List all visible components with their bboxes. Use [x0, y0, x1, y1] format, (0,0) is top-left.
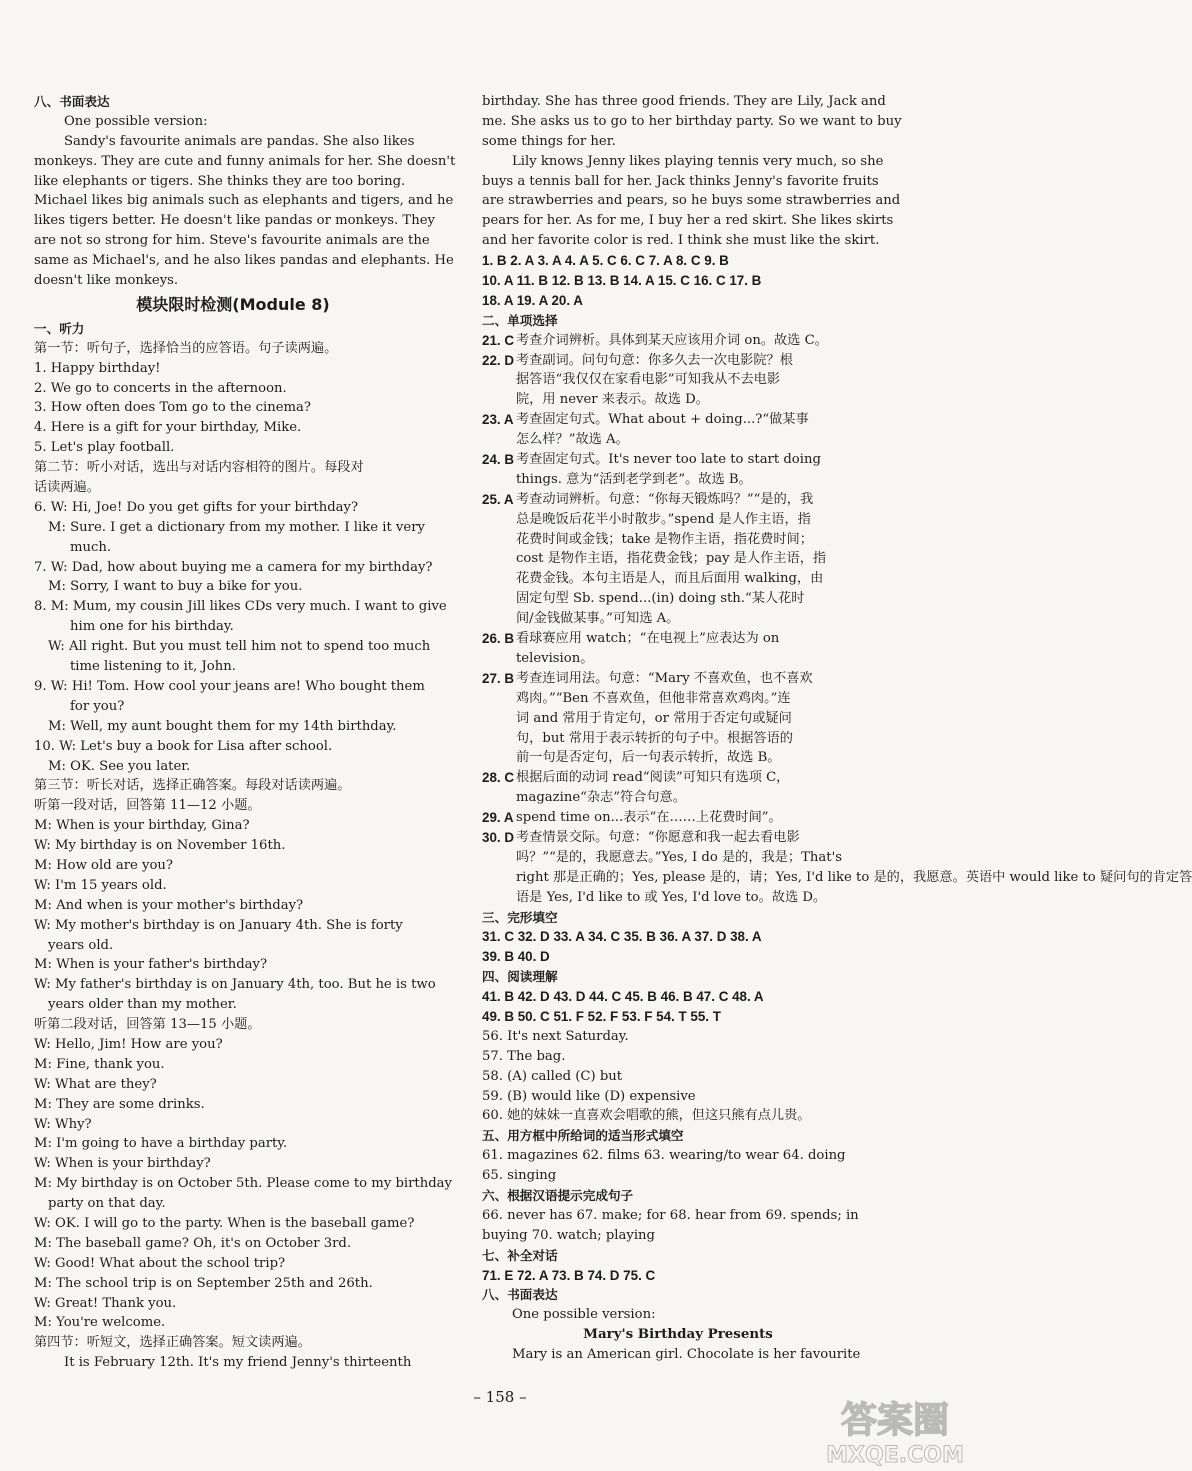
- watermark-url-text: MXQE.COM: [826, 1443, 964, 1468]
- explanation-text: 间/金钱做某事。”可知选 A。: [516, 611, 680, 627]
- explanation-text: 考查介词辨析。具体到某天应该用介词 on。故选 C。: [516, 332, 828, 348]
- explanation-line: [482, 430, 874, 450]
- text-line: same as Michael's, and he also likes pandas and elephants. He: [34, 253, 454, 269]
- question-answer: [482, 390, 516, 410]
- text-line: M: They are some drinks.: [34, 1096, 205, 1112]
- text-line: Michael likes big animals such as elephants and tigers, and he: [34, 193, 454, 209]
- section-heading: 二、单项选择: [482, 312, 558, 328]
- text-line: 61. magazines 62. films 63. wearing/to wear 64. doing: [482, 1148, 846, 1164]
- answer-block-b: [482, 908, 874, 1365]
- section-heading: 一、听力: [34, 320, 85, 336]
- text-line: 71. E 72. A 73. B 74. D 75. C: [482, 1267, 656, 1283]
- explanation-text: spend time on...表示“在……上花费时间”。: [516, 810, 782, 826]
- text-line: 59. (B) would like (D) expensive: [482, 1088, 696, 1104]
- question-answer: [482, 649, 516, 669]
- explanation-line: [482, 768, 874, 788]
- question-answer: [482, 510, 516, 530]
- text-line: are not so strong for him. Steve's favourite animals are the: [34, 233, 430, 249]
- section-heading: 七、补全对话: [482, 1247, 558, 1263]
- text-line: 4. Here is a gift for your birthday, Mike.: [34, 420, 302, 436]
- text-line: doesn't like monkeys.: [34, 273, 179, 289]
- text-line: M: Sorry, I want to buy a bike for you.: [48, 579, 303, 595]
- text-line: time listening to it, John.: [70, 659, 236, 675]
- text-line: Mary's Birthday Presents: [583, 1326, 773, 1343]
- text-line: M: You're welcome.: [34, 1315, 166, 1331]
- explanation-line: [482, 470, 874, 490]
- text-line: It is February 12th. It's my friend Jenny's thirteenth: [64, 1355, 412, 1371]
- explanation-line: [482, 828, 874, 848]
- text-line: 听第一段对话，回答第 11—12 小题。: [34, 798, 261, 814]
- explanation-line: [482, 629, 874, 649]
- explanation-text: 句，but 常用于表示转折的句子中。根据答语的: [516, 730, 793, 746]
- text-line: 56. It's next Saturday.: [482, 1028, 629, 1044]
- text-line: like elephants or tigers. She thinks they are too boring.: [34, 173, 406, 189]
- text-line: 41. B 42. D 43. D 44. C 45. B 46. B 47. C 48. A: [482, 989, 764, 1005]
- text-line: M: I'm going to have a birthday party.: [34, 1136, 288, 1152]
- explanation-line: [482, 729, 874, 749]
- explanation-line: [482, 669, 874, 689]
- text-line: buys a tennis ball for her. Jack thinks Jenny's favorite fruits: [482, 173, 879, 189]
- text-line: much.: [70, 539, 112, 555]
- text-line: M: And when is your mother's birthday?: [34, 897, 304, 913]
- section-heading: 四、阅读理解: [482, 969, 558, 985]
- single-choice-explanations: [482, 331, 1192, 908]
- text-line: 57. The bag.: [482, 1048, 566, 1064]
- explanation-line: [482, 748, 874, 768]
- text-line: One possible version:: [64, 113, 208, 129]
- question-answer: 29. A: [482, 810, 514, 826]
- explanation-text: 语是 Yes, I'd like to 或 Yes, I'd love to。故选 D。: [516, 889, 827, 905]
- text-line: 58. (A) called (C) but: [482, 1068, 623, 1084]
- text-line: 8. M: Mum, my cousin Jill likes CDs very much. I want to give: [34, 599, 447, 615]
- text-line: 18. A 19. A 20. A: [482, 292, 583, 308]
- question-answer: [482, 709, 516, 729]
- explanation-text: 鸡肉。”“Ben 不喜欢鱼，但他非常喜欢鸡肉。”连: [516, 690, 791, 706]
- text-line: W: My mother's birthday is on January 4th. She is forty: [34, 917, 403, 933]
- explanation-text: 怎么样？”故选 A。: [516, 432, 629, 448]
- section-heading: 三、完形填空: [482, 909, 558, 925]
- text-line: 10. A 11. B 12. B 13. B 14. A 15. C 16. C 17. B: [482, 273, 762, 289]
- text-line: W: Great! Thank you.: [34, 1295, 177, 1311]
- explanation-line: [482, 530, 874, 550]
- text-line: pears for her. As for me, I buy her a red skirt. She likes skirts: [482, 213, 894, 229]
- question-answer: [482, 848, 516, 868]
- text-line: me. She asks us to go to her birthday party. So we want to buy: [482, 113, 902, 129]
- watermark-logo: [800, 1392, 990, 1468]
- question-answer: [482, 888, 516, 908]
- question-answer: 23. A: [482, 412, 514, 428]
- question-answer: [482, 370, 516, 390]
- explanation-line: [482, 510, 874, 530]
- explanation-text: 花费金钱。本句主语是人，而且后面用 walking，由: [516, 571, 824, 587]
- explanation-line: [482, 609, 874, 629]
- text-line: 10. W: Let's buy a book for Lisa after school.: [34, 738, 333, 754]
- explanation-text: 花费时间或金钱；take 是物作主语，指花费时间；: [516, 531, 813, 547]
- explanation-line: [482, 868, 1192, 888]
- text-line: Lily knows Jenny likes playing tennis very much, so she: [512, 153, 884, 169]
- text-line: 第一节：听句子，选择恰当的应答语。句子读两遍。: [34, 340, 338, 356]
- question-answer: 28. C: [482, 770, 515, 786]
- explanation-line: [482, 450, 874, 470]
- explanation-text: 前一句是否定句，后一句表示转折，故选 B。: [516, 750, 781, 766]
- text-line: W: When is your birthday?: [34, 1156, 211, 1172]
- text-line: 2. We go to concerts in the afternoon.: [34, 380, 287, 396]
- text-line: him one for his birthday.: [70, 619, 234, 635]
- explanation-line: [482, 370, 874, 390]
- explanation-text: 词 and 常用于肯定句，or 常用于否定句或疑问: [516, 710, 792, 726]
- section-heading: 八、书面表达: [34, 94, 110, 109]
- answer-block-a: [482, 92, 902, 331]
- question-answer: [482, 569, 516, 589]
- question-answer: [482, 549, 516, 569]
- question-answer: [482, 689, 516, 709]
- question-answer: 22. D: [482, 352, 515, 368]
- explanation-line: [482, 709, 874, 729]
- text-line: party on that day.: [48, 1196, 166, 1212]
- text-line: M: Well, my aunt bought them for my 14th birthday.: [48, 718, 397, 734]
- question-answer: [482, 788, 516, 808]
- text-line: W: All right. But you must tell him not to spend too much: [48, 639, 431, 655]
- text-line: for you?: [70, 698, 125, 714]
- text-line: M: The baseball game? Oh, it's on October 3rd.: [34, 1235, 352, 1251]
- explanation-text: things. 意为“活到老学到老”。故选 B。: [516, 471, 752, 487]
- explanation-text: 根据后面的动词 read“阅读”可知只有选项 C，: [516, 770, 790, 786]
- text-line: 65. singing: [482, 1168, 557, 1184]
- section-heading: 六、根据汉语提示完成句子: [482, 1187, 634, 1203]
- text-line: W: Hello, Jim! How are you?: [34, 1036, 223, 1052]
- text-line: M: My birthday is on October 5th. Please come to my birthday: [34, 1176, 452, 1192]
- text-line: 第四节：听短文，选择正确答案。短文读两遍。: [34, 1335, 311, 1351]
- explanation-line: [482, 689, 874, 709]
- explanation-text: 考查固定句式。What about + doing...?“做某事: [516, 412, 809, 428]
- text-line: 3. How often does Tom go to the cinema?: [34, 400, 311, 416]
- text-line: are strawberries and pears, so he buys some strawberries and: [482, 193, 901, 209]
- module-title: 模块限时检测(Module 8): [136, 294, 330, 314]
- text-line: 6. W: Hi, Joe! Do you get gifts for your birthday?: [34, 499, 359, 515]
- text-line: W: Good! What about the school trip?: [34, 1255, 286, 1271]
- text-line: Sandy's favourite animals are pandas. She also likes: [64, 133, 415, 149]
- question-answer: 27. B: [482, 670, 515, 686]
- left-column: [34, 92, 456, 1373]
- explanation-text: 考查连词用法。句意：“Mary 不喜欢鱼，也不喜欢: [516, 670, 813, 686]
- explanation-text: 考查动词辨析。句意：“你每天锻炼吗？”“是的，我: [516, 491, 814, 507]
- text-line: 第三节：听长对话，选择正确答案。每段对话读两遍。: [34, 778, 351, 794]
- question-answer: [482, 748, 516, 768]
- question-answer: 24. B: [482, 452, 515, 468]
- explanation-text: cost 是物作主语，指花费金钱；pay 是人作主语，指: [516, 551, 827, 567]
- explanation-text: magazine“杂志”符合句意。: [516, 790, 686, 806]
- text-line: M: Sure. I get a dictionary from my mother. I like it very: [48, 519, 425, 535]
- text-line: 话读两遍。: [34, 480, 100, 496]
- explanation-text: 院，用 never 来表示。故选 D。: [516, 392, 709, 408]
- explanation-line: [482, 589, 874, 609]
- page-number: – 158 –: [473, 1388, 527, 1406]
- question-answer: 25. A: [482, 491, 514, 507]
- explanation-line: [482, 390, 874, 410]
- section-heading: 八、书面表达: [482, 1287, 558, 1303]
- explanation-text: 考查固定句式。It's never too late to start doing: [516, 452, 821, 468]
- question-answer: [482, 729, 516, 749]
- question-answer: [482, 589, 516, 609]
- explanation-line: [482, 410, 874, 430]
- question-answer: [482, 430, 516, 450]
- explanation-line: [482, 888, 874, 908]
- text-line: 7. W: Dad, how about buying me a camera for my birthday?: [34, 559, 433, 575]
- text-line: and her favorite color is red. I think she must like the skirt.: [482, 233, 880, 249]
- text-line: W: What are they?: [34, 1076, 157, 1092]
- text-line: Mary is an American girl. Chocolate is her favourite: [512, 1347, 861, 1363]
- question-answer: 21. C: [482, 332, 515, 348]
- explanation-line: [482, 351, 874, 371]
- question-answer: [482, 868, 516, 888]
- explanation-text: right 那是正确的；Yes, please 是的，请；Yes, I'd like to 是的，我愿意。英语中 would like to 疑问句的肯定答: [516, 869, 1192, 885]
- text-line: 5. Let's play football.: [34, 440, 175, 456]
- explanation-line: [482, 649, 874, 669]
- text-line: 49. B 50. C 51. F 52. F 53. F 54. T 55. T: [482, 1008, 721, 1024]
- text-line: M: When is your father's birthday?: [34, 957, 268, 973]
- text-line: 听第二段对话，回答第 13—15 小题。: [34, 1017, 261, 1033]
- explanation-line: [482, 788, 874, 808]
- text-line: buying 70. watch; playing: [482, 1227, 655, 1243]
- text-line: 31. C 32. D 33. A 34. C 35. B 36. A 37. D 38. A: [482, 929, 762, 945]
- text-line: years older than my mother.: [48, 997, 237, 1013]
- question-answer: [482, 470, 516, 490]
- question-answer: 26. B: [482, 631, 515, 647]
- text-line: M: Fine, thank you.: [34, 1056, 165, 1072]
- explanation-text: 看球赛应用 watch；“在电视上”应表达为 on: [516, 631, 780, 647]
- text-line: likes tigers better. He doesn't like pandas or monkeys. They: [34, 213, 435, 229]
- text-line: M: How old are you?: [34, 857, 173, 873]
- text-line: 60. 她的妹妹一直喜欢会唱歌的熊，但这只熊有点儿贵。: [482, 1108, 811, 1124]
- explanation-text: television。: [516, 650, 594, 666]
- explanation-line: [482, 848, 874, 868]
- text-line: M: When is your birthday, Gina?: [34, 818, 250, 834]
- explanation-line: [482, 331, 874, 351]
- explanation-text: 考查副词。问句句意：你多久去一次电影院？根: [516, 352, 793, 368]
- explanation-line: [482, 569, 874, 589]
- text-line: M: The school trip is on September 25th and 26th.: [34, 1275, 373, 1291]
- text-line: W: Why?: [34, 1116, 92, 1132]
- explanation-text: 总是晚饭后花半小时散步。”spend 是人作主语，指: [516, 511, 811, 527]
- question-answer: 30. D: [482, 829, 515, 845]
- text-line: years old.: [48, 937, 114, 953]
- right-column: [482, 92, 1192, 1365]
- explanation-line: [482, 808, 874, 828]
- text-line: W: OK. I will go to the party. When is the baseball game?: [34, 1215, 415, 1231]
- question-answer: [482, 530, 516, 550]
- text-line: W: My father's birthday is on January 4th, too. But he is two: [34, 977, 436, 993]
- explanation-text: 固定句型 Sb. spend...(in) doing sth.“某人花时: [516, 591, 805, 607]
- watermark-logo-text: 答案圈: [840, 1400, 950, 1441]
- explanation-line: [482, 490, 874, 510]
- text-line: 1. B 2. A 3. A 4. A 5. C 6. C 7. A 8. C 9. B: [482, 253, 729, 269]
- text-line: 39. B 40. D: [482, 949, 550, 965]
- text-line: 第二节：听小对话，选出与对话内容相符的图片。每段对: [34, 460, 364, 476]
- text-line: W: I'm 15 years old.: [34, 877, 167, 893]
- explanation-text: 据答语“我仅仅在家看电影”可知我从不去电影: [516, 372, 781, 388]
- text-line: One possible version:: [512, 1307, 656, 1323]
- text-line: W: My birthday is on November 16th.: [34, 838, 286, 854]
- explanation-text: 吗？”“是的，我愿意去。”Yes, I do 是的，我是；That's: [516, 849, 842, 865]
- section-heading: 五、用方框中所给词的适当形式填空: [482, 1128, 684, 1144]
- text-line: birthday. She has three good friends. They are Lily, Jack and: [482, 94, 886, 109]
- text-line: monkeys. They are cute and funny animals for her. She doesn't: [34, 153, 456, 169]
- text-line: 9. W: Hi! Tom. How cool your jeans are! Who bought them: [34, 678, 425, 694]
- explanation-text: 考查情景交际。句意：“你愿意和我一起去看电影: [516, 829, 800, 845]
- question-answer: [482, 609, 516, 629]
- text-line: M: OK. See you later.: [48, 758, 191, 774]
- text-line: 66. never has 67. make; for 68. hear from 69. spends; in: [482, 1207, 859, 1223]
- explanation-line: [482, 549, 874, 569]
- text-line: 1. Happy birthday!: [34, 360, 161, 376]
- text-line: some things for her.: [482, 133, 616, 149]
